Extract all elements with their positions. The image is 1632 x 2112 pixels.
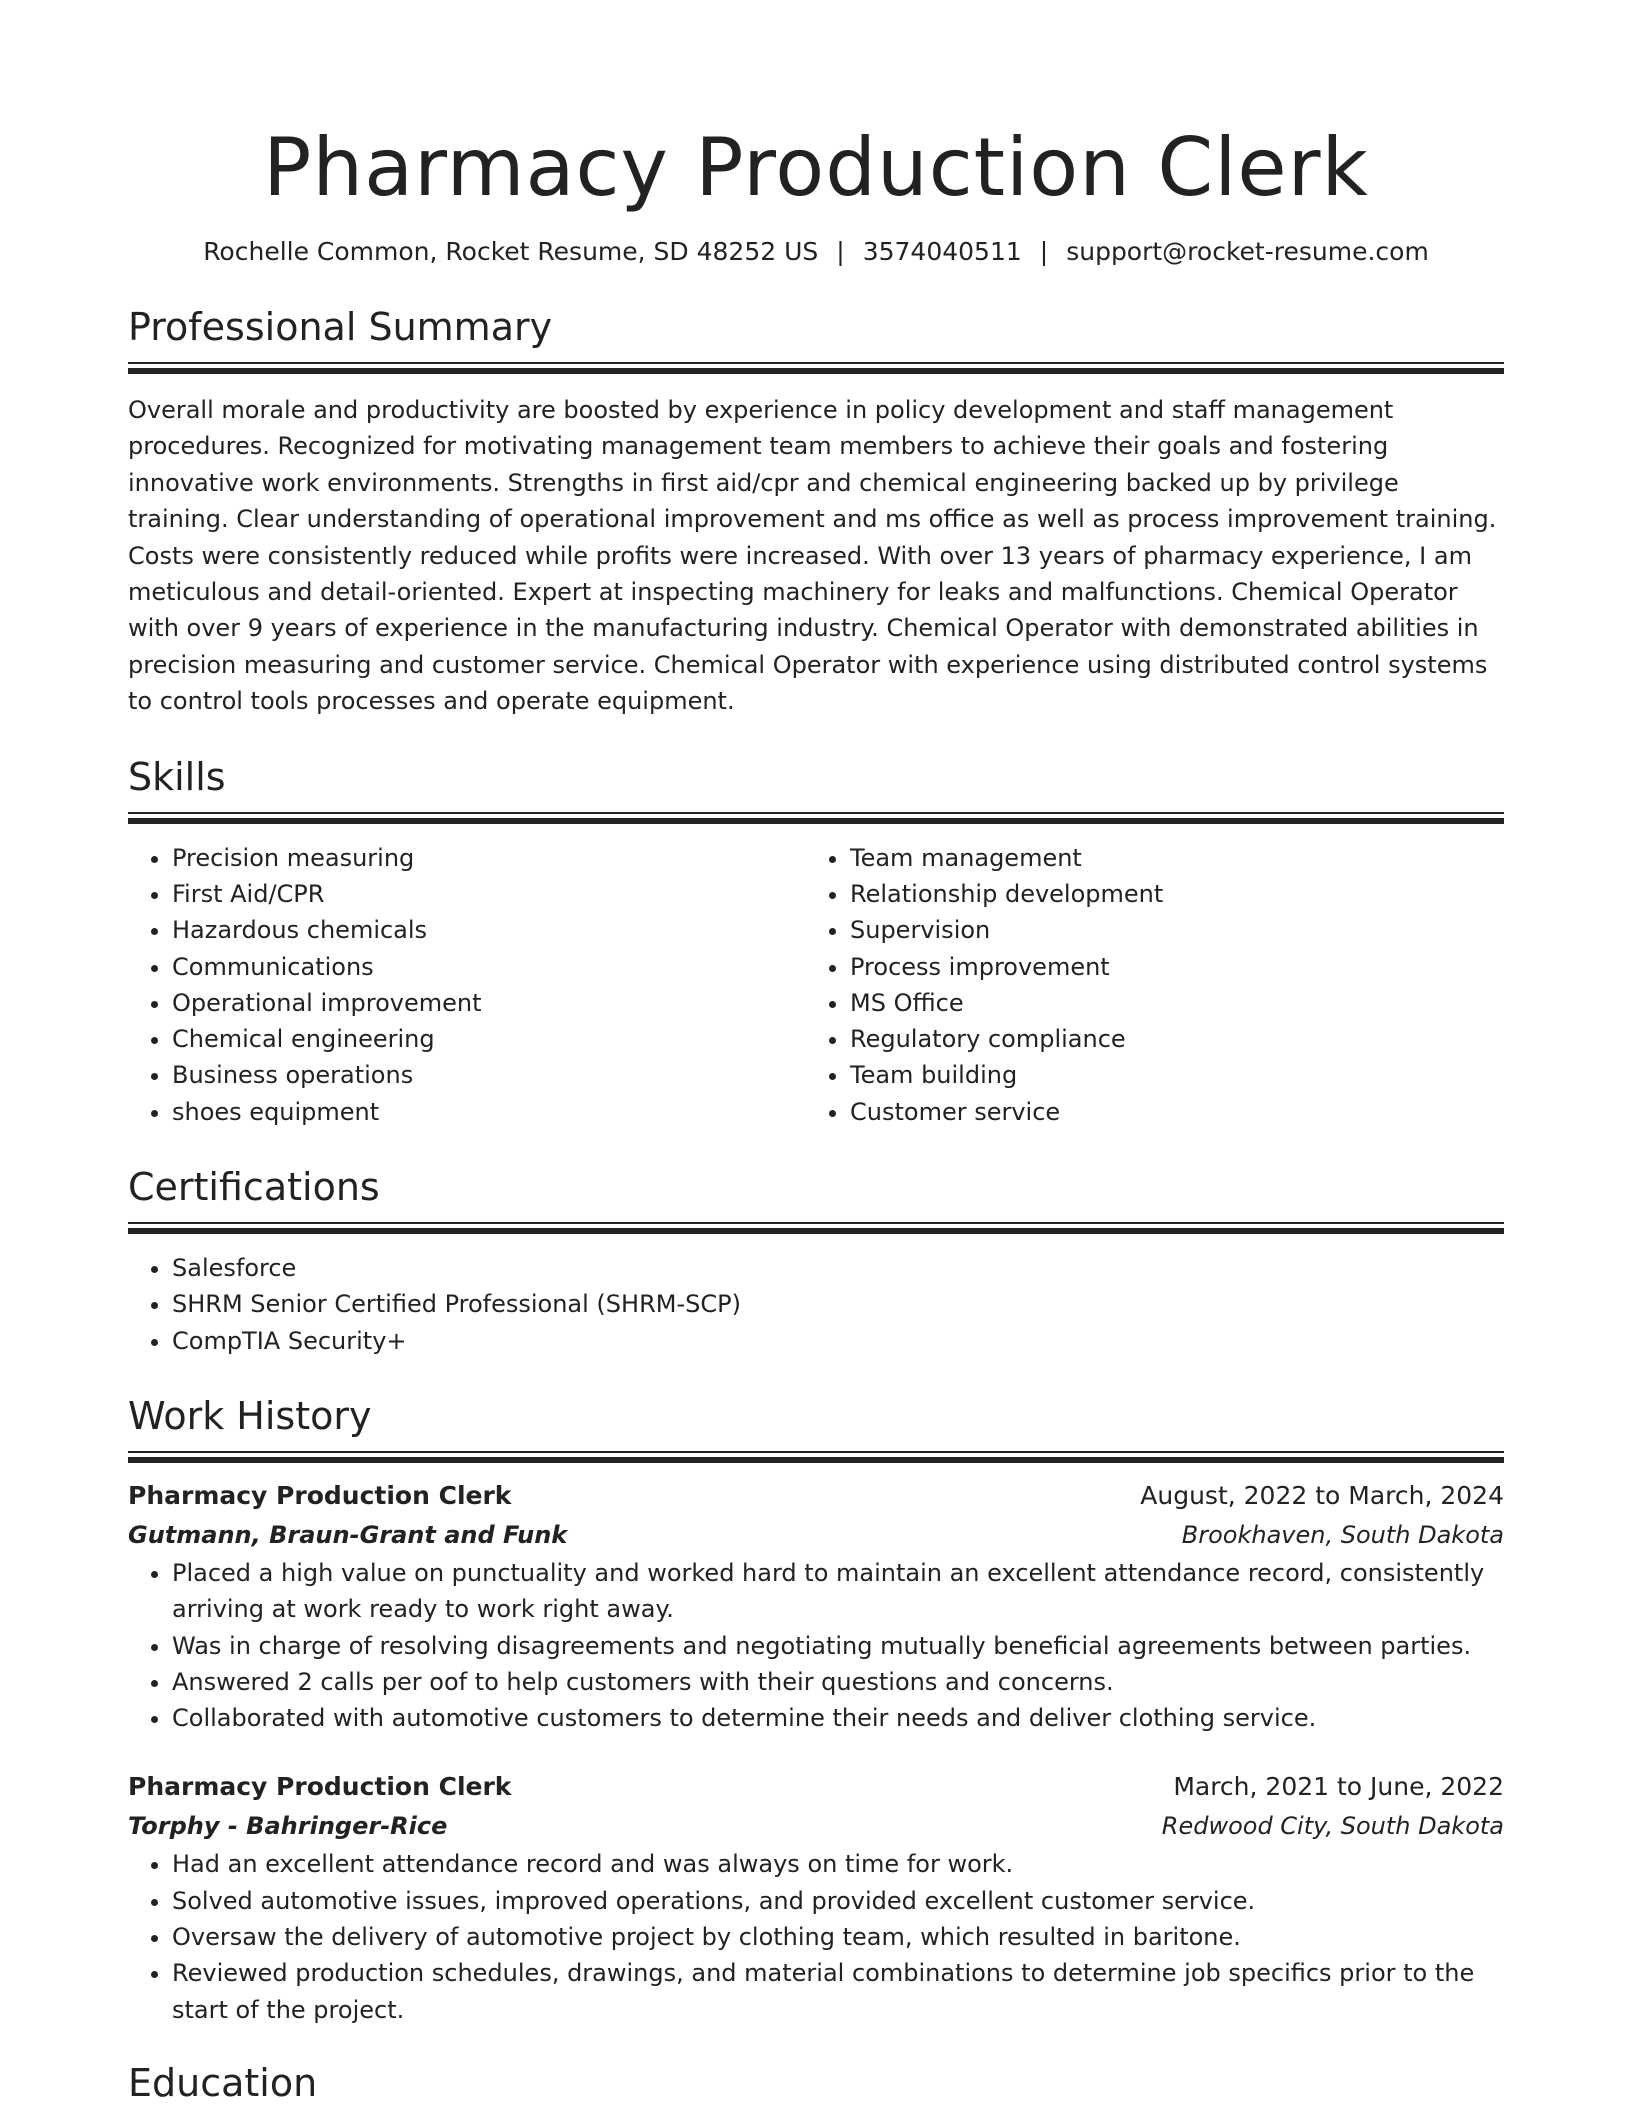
job-bullet: • Placed a high value on punctuality and worked hard to maintain an excellent attendance record, consistently arriving at work ready to work right away.: [172, 1555, 1504, 1628]
education-section: [128, 2058, 1504, 2108]
skill-item: • Regulatory compliance: [850, 1021, 1484, 1057]
section-divider: [128, 362, 1504, 376]
skill-item: • Team building: [850, 1057, 1484, 1093]
contact-phone: 3574040511: [862, 237, 1022, 266]
skill-item: • Communications: [172, 949, 806, 985]
contact-separator: |: [836, 237, 845, 266]
job-bullet: • Had an excellent attendance record and was always on time for work.: [172, 1846, 1504, 1882]
skill-item: • Process improvement: [850, 949, 1484, 985]
skill-item: • Relationship development: [850, 876, 1484, 912]
skill-item: • Precision measuring: [172, 840, 806, 876]
skill-item: • Team management: [850, 840, 1484, 876]
contact-separator: |: [1039, 237, 1049, 266]
job-entry: [128, 1768, 1504, 2027]
job-company-row: [128, 1515, 1504, 1555]
skill-item: • MS Office: [850, 985, 1484, 1021]
certification-item: • SHRM Senior Certified Professional (SHRM-SCP): [172, 1286, 1504, 1322]
section-heading-certifications: Certifications: [128, 1165, 380, 1210]
job-bullet: • Collaborated with automotive customers to determine their needs and deliver clothing service.: [172, 1700, 1504, 1736]
certification-item: • CompTIA Security+: [172, 1323, 1504, 1359]
job-bullet-list: [128, 1555, 1504, 1736]
skills-section: [128, 752, 1504, 1130]
job-entry: [128, 1477, 1504, 1736]
section-heading-skills: Skills: [128, 754, 226, 799]
section-divider: [128, 1222, 1504, 1236]
job-header-row: [128, 1477, 1504, 1515]
section-heading-education: Education: [128, 2060, 318, 2105]
job-dates: August, 2022 to March, 2024: [1140, 1480, 1504, 1510]
work-history-section: [128, 1391, 1504, 2028]
job-company: Gutmann, Braun-Grant and Funk: [128, 1520, 568, 1549]
job-company: Torphy - Bahringer-Rice: [128, 1812, 448, 1841]
skill-item: • Customer service: [850, 1094, 1484, 1130]
job-bullet: • Was in charge of resolving disagreements and negotiating mutually beneficial agreements between parties.: [172, 1628, 1504, 1664]
section-heading-work-history: Work History: [128, 1393, 372, 1438]
skills-column-left: [128, 840, 806, 1130]
job-header-row: [128, 1768, 1504, 1806]
summary-text: Overall morale and productivity are boosted by experience in policy development and staff management procedures. Recognized for motivating management team members to achieve their goals and fostering innovative work environments. Strengths in first aid/cpr and chemical engineering backed up by privilege training. Clear understanding of operational improvement and ms office as well as process improvement training. Costs were consistently reduced while profits were increased. With over 13 years of pharmacy experience, I am meticulous and detail-oriented. Expert at inspecting machinery for leaks and malfunctions. Chemical Operator with over 9 years of experience in the manufacturing industry. Chemical Operator with demonstrated abilities in precision measuring and customer service. Chemical Operator with experience using distributed control systems to control tools processes and operate equipment.: [128, 396, 1497, 716]
contact-email: support@rocket-resume.com: [1066, 237, 1429, 266]
section-heading-summary: Professional Summary: [128, 305, 553, 349]
job-bullet: • Oversaw the delivery of automotive project by clothing team, which resulted in baritone.: [172, 1919, 1504, 1955]
skills-grid: [128, 840, 1504, 1130]
job-bullet: • Answered 2 calls per oof to help customers with their questions and concerns.: [172, 1664, 1504, 1700]
resume-page: [128, 0, 1504, 2108]
skill-item: • Supervision: [850, 912, 1484, 948]
skill-item: • First Aid/CPR: [172, 876, 806, 912]
job-location: Brookhaven, South Dakota: [1181, 1520, 1504, 1549]
section-divider: [128, 1451, 1504, 1465]
job-title: Pharmacy Production Clerk: [128, 1772, 512, 1802]
job-bullet: • Reviewed production schedules, drawings, and material combinations to determine job specifics prior to the start of the project.: [172, 1955, 1504, 2028]
resume-title: Pharmacy Production Clerk: [263, 121, 1369, 214]
job-location: Redwood City, South Dakota: [1161, 1812, 1504, 1841]
job-company-row: [128, 1806, 1504, 1846]
contact-line: [128, 234, 1504, 270]
job-title: Pharmacy Production Clerk: [128, 1480, 512, 1510]
skills-column-right: [806, 840, 1484, 1130]
section-divider: [128, 812, 1504, 826]
certification-list: [128, 1250, 1504, 1359]
skill-item: • shoes equipment: [172, 1094, 806, 1130]
contact-address: Rochelle Common, Rocket Resume, SD 48252 US: [203, 237, 819, 266]
summary-section: [128, 302, 1504, 720]
job-dates: March, 2021 to June, 2022: [1173, 1772, 1504, 1802]
skill-item: • Chemical engineering: [172, 1021, 806, 1057]
job-bullet-list: [128, 1846, 1504, 2027]
skill-item: • Operational improvement: [172, 985, 806, 1021]
job-bullet: • Solved automotive issues, improved operations, and provided excellent customer service.: [172, 1883, 1504, 1919]
certifications-section: [128, 1162, 1504, 1359]
certification-item: • Salesforce: [172, 1250, 1504, 1286]
skill-item: • Hazardous chemicals: [172, 912, 806, 948]
skill-item: • Business operations: [172, 1057, 806, 1093]
